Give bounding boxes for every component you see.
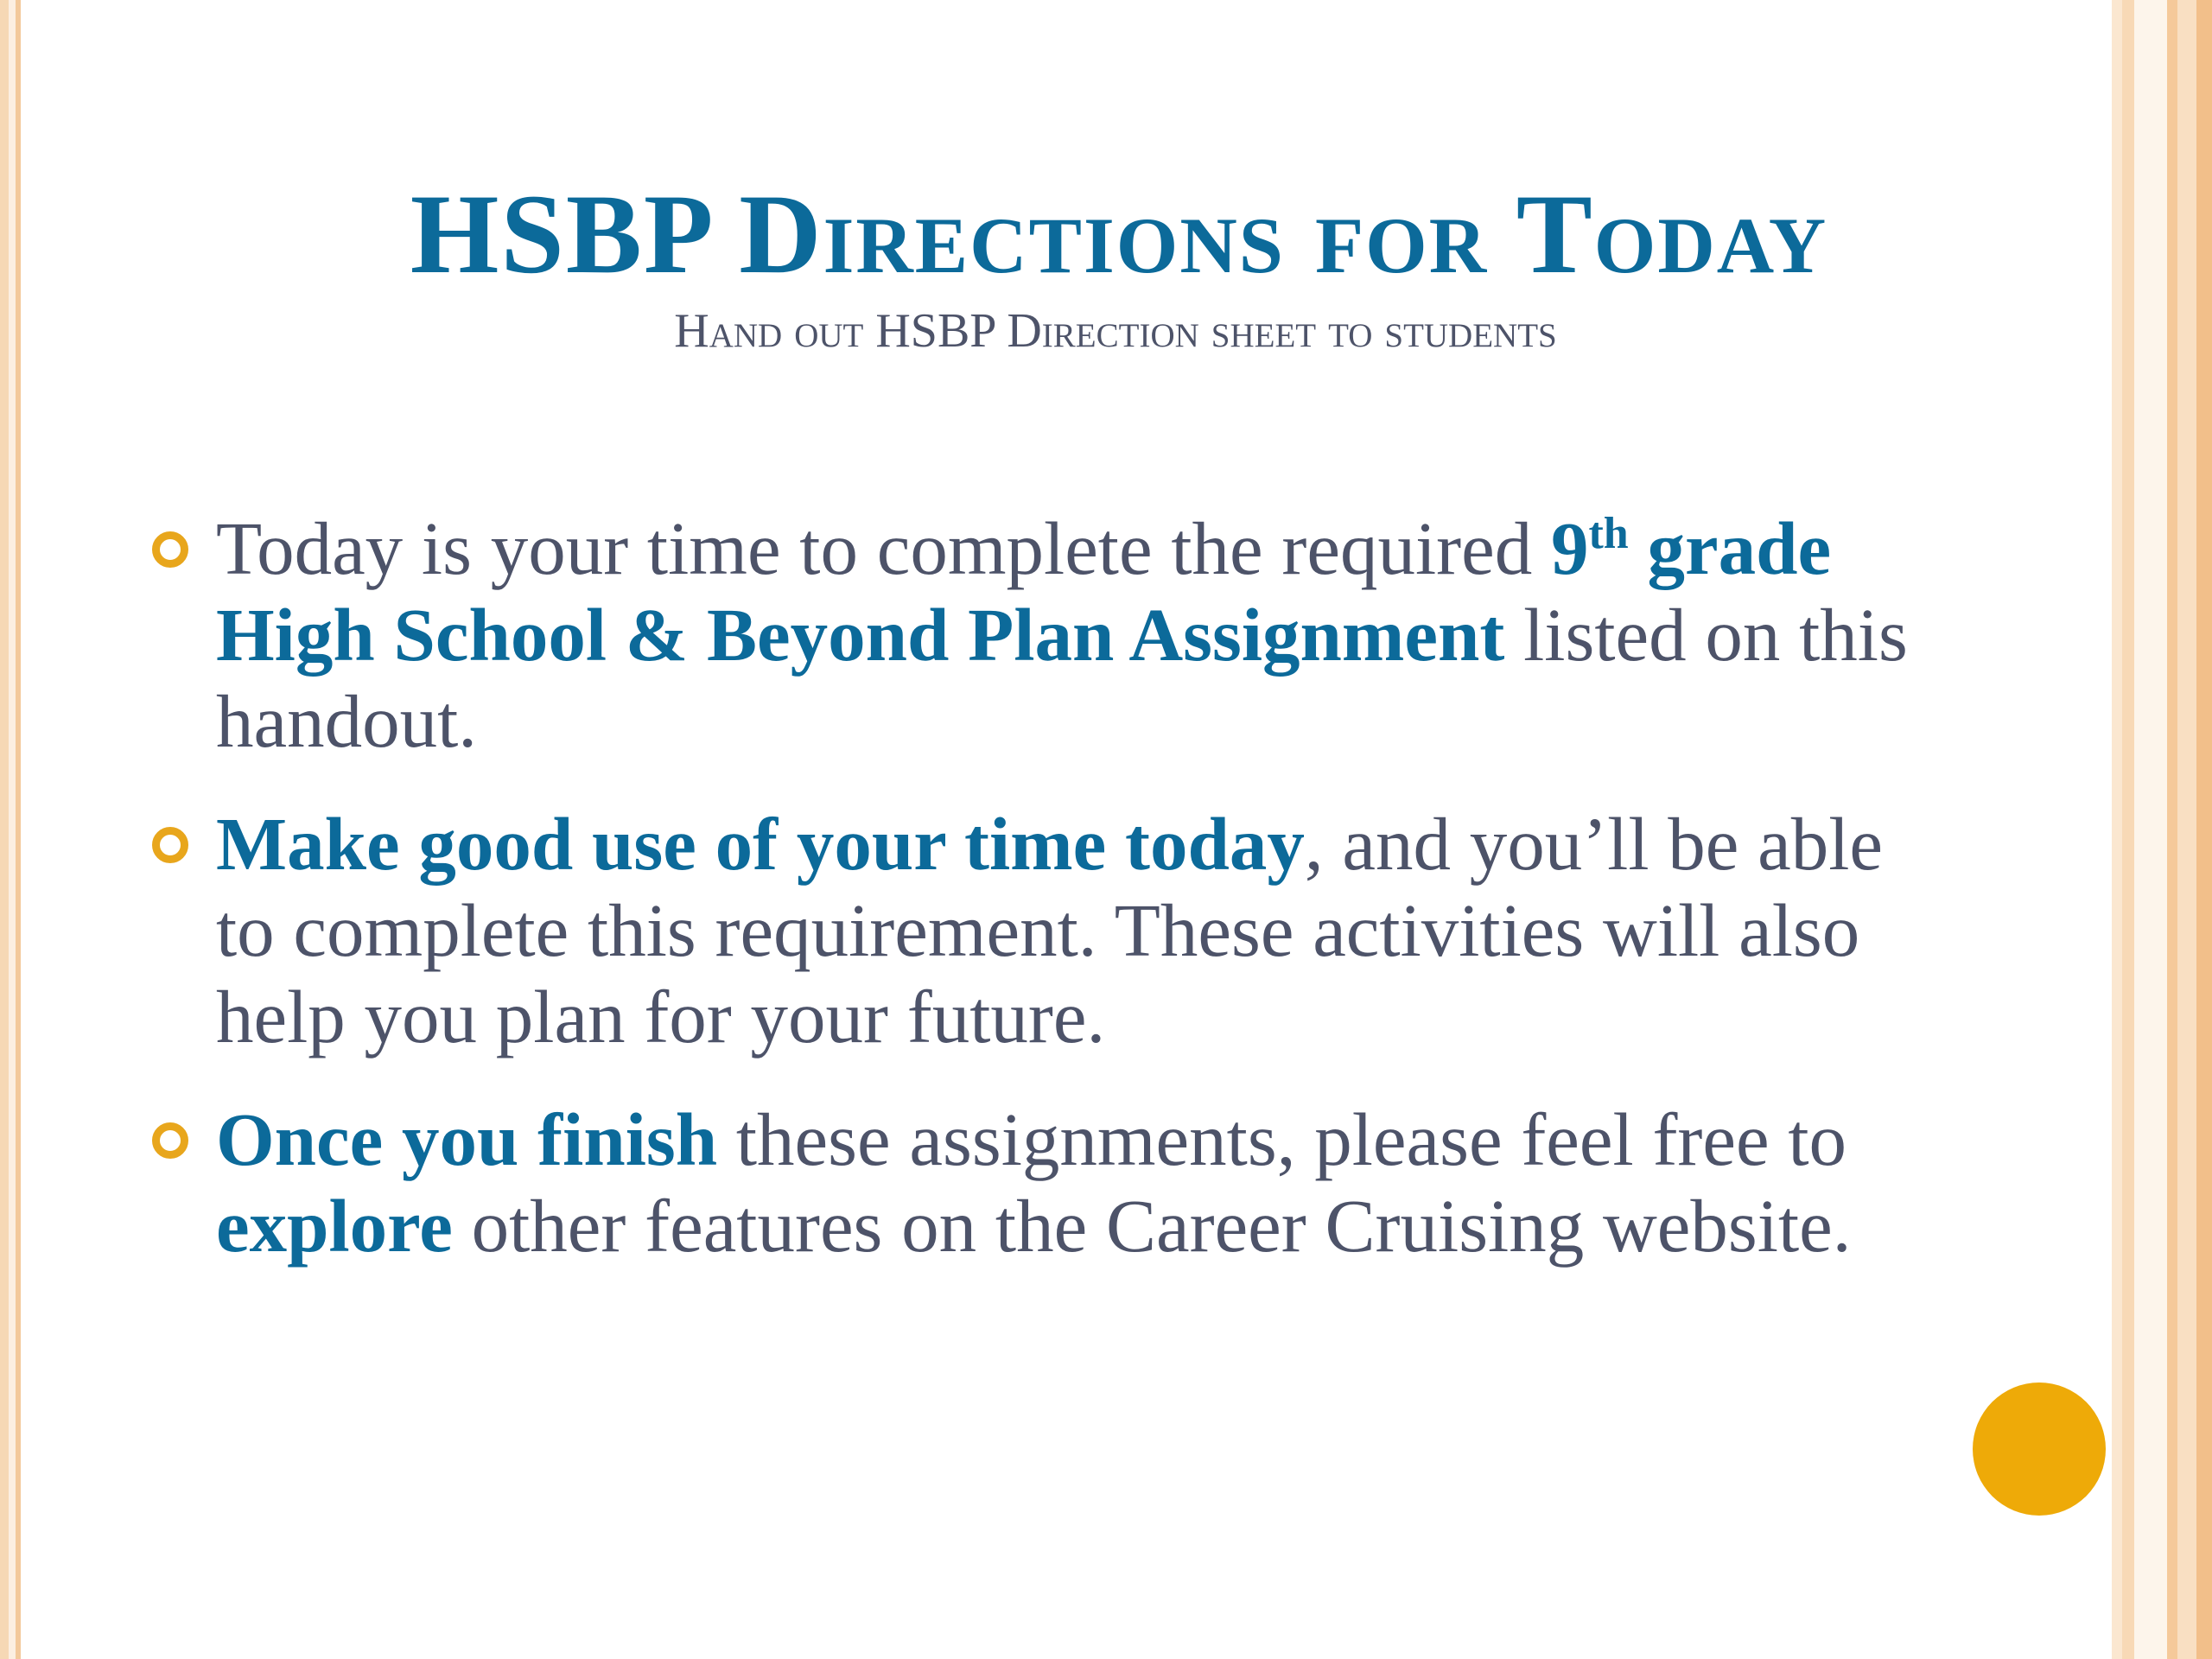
bullet-item [216, 505, 1944, 765]
bullet-superscript: th [1588, 509, 1629, 558]
bullet-list [216, 505, 1944, 1306]
bullet-emphasis: grade High School & Beyond Plan Assignment [216, 506, 1832, 677]
bullet-emphasis: Make good use of your time today [216, 802, 1305, 886]
bullet-ring-icon [152, 1122, 188, 1159]
bullet-ring-icon [152, 531, 188, 568]
bullet-text: listed on this handout. [216, 593, 1908, 763]
bullet-text: these assignments, please feel free to [717, 1097, 1847, 1181]
slide-title: HSBP Directions for Today [410, 170, 1828, 297]
bullet-item [216, 1096, 1944, 1269]
bullet-ring-icon [152, 827, 188, 863]
bullet-text: other features on the Career Cruising website. [452, 1184, 1852, 1268]
bullet-item [216, 801, 1944, 1060]
bullet-emphasis: 9 [1550, 506, 1589, 590]
slide-subtitle: Hand out HSBP Direction sheet to students [674, 304, 1557, 358]
bullet-emphasis: explore [216, 1184, 453, 1268]
bullet-emphasis: Once you finish [216, 1097, 718, 1181]
bullet-text: Today is your time to complete the required [216, 506, 1551, 590]
bullet-text: , and you’ll be able to complete this requirement. These activities will also help you plan for your future. [216, 802, 1884, 1058]
decorative-circle [1973, 1382, 2106, 1516]
